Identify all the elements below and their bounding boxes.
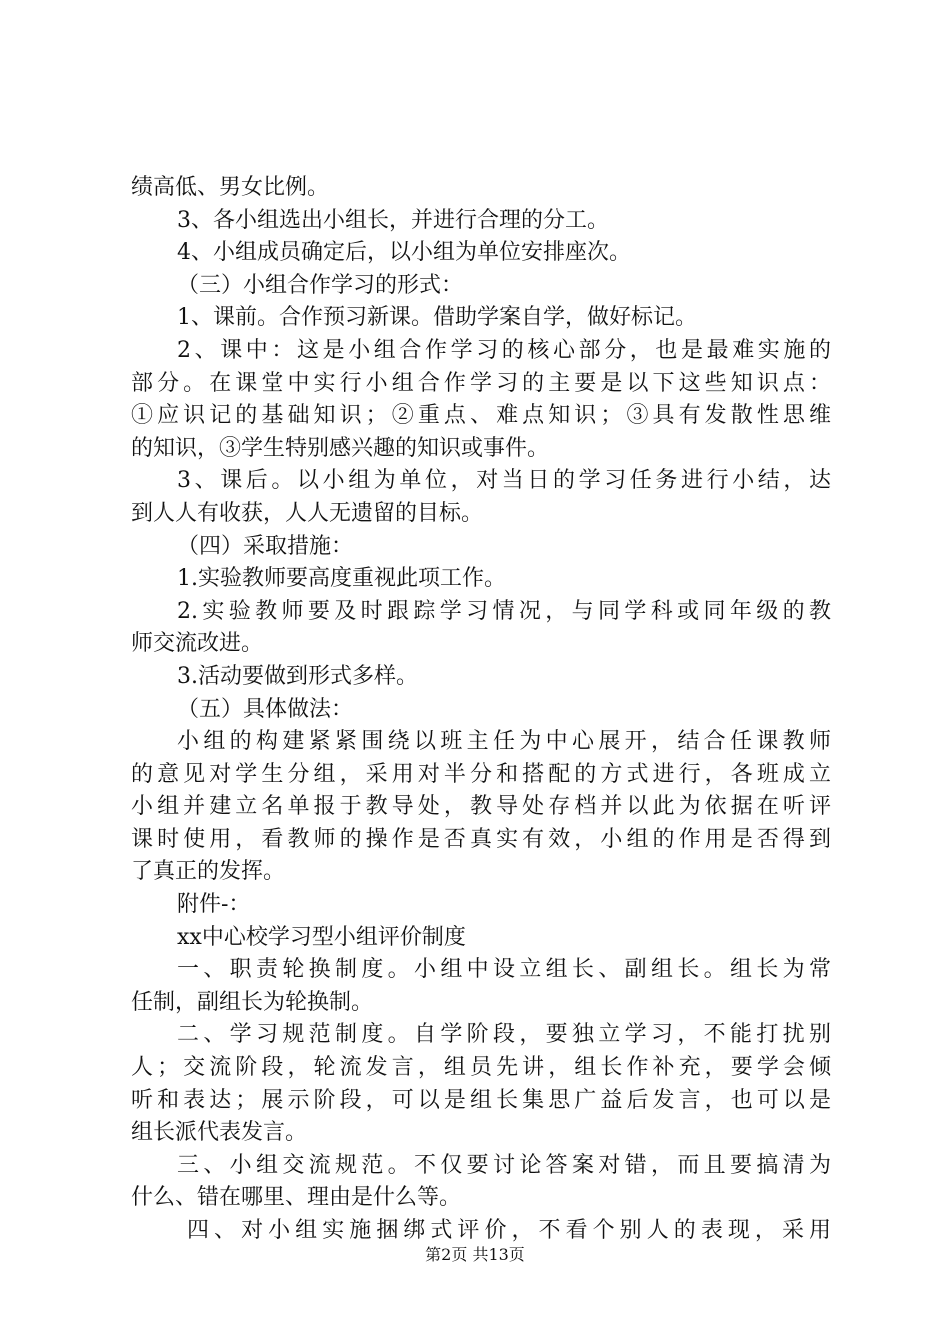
text-line: 到人人有收获，人人无遗留的目标。 xyxy=(131,500,484,526)
text-line: 任制，副组长为轮换制。 xyxy=(131,989,374,1015)
text-line: 小组的构建紧紧围绕以班主任为中心展开，结合任课教师 xyxy=(177,729,831,755)
text-line: 二、学习规范制度。自学阶段，要独立学习，不能打扰别 xyxy=(177,1022,831,1048)
text-line: 3、各小组选出小组长，并进行合理的分工。 xyxy=(177,207,609,233)
text-line: 三、小组交流规范。不仅要讨论答案对错，而且要搞清为 xyxy=(177,1152,831,1178)
text-line: 一、职责轮换制度。小组中设立组长、副组长。组长为常 xyxy=(177,957,831,983)
text-line: 部分。在课堂中实行小组合作学习的主要是以下这些知识点： xyxy=(131,370,831,396)
text-line: 了真正的发挥。 xyxy=(131,859,286,885)
text-line: 2、课中：这是小组合作学习的核心部分，也是最难实施的 xyxy=(177,337,831,363)
text-line: 附件-： xyxy=(177,892,251,918)
text-line: 师交流改进。 xyxy=(131,631,264,657)
text-line: 2.实验教师要及时跟踪学习情况，与同学科或同年级的教 xyxy=(177,598,831,624)
text-line: 组长派代表发言。 xyxy=(131,1120,308,1146)
text-line: 什么、错在哪里、理由是什么等。 xyxy=(131,1185,462,1211)
text-line: 课时使用，看教师的操作是否真实有效，小组的作用是否得到 xyxy=(131,826,831,852)
text-line: ①应识记的基础知识；②重点、难点知识；③具有发散性思维 xyxy=(131,403,831,429)
text-line: 四、对小组实施捆绑式评价，不看个别人的表现，采用 xyxy=(187,1218,831,1243)
text-line: 4、小组成员确定后，以小组为单位安排座次。 xyxy=(177,240,631,266)
section-heading: （三）小组合作学习的形式： xyxy=(177,272,464,298)
page-footer: 第2页 共13页 xyxy=(425,1245,525,1264)
section-heading: （四）采取措施： xyxy=(177,533,354,559)
document-body xyxy=(131,172,831,1248)
text-line: 人；交流阶段，轮流发言，组员先讲，组长作补充，要学会倾 xyxy=(131,1055,831,1081)
text-line: 1、课前。合作预习新课。借助学案自学，做好标记。 xyxy=(177,305,697,331)
text-line: 绩高低、男女比例。 xyxy=(131,175,330,200)
text-line: 3、课后。以小组为单位，对当日的学习任务进行小结，达 xyxy=(177,468,831,494)
text-line: 的意见对学生分组，采用对半分和搭配的方式进行，各班成立 xyxy=(131,761,831,787)
text-line: 的知识，③学生特别感兴趣的知识或事件。 xyxy=(131,435,550,461)
text-line: 1.实验教师要高度重视此项工作。 xyxy=(177,566,506,592)
section-heading: xx中心校学习型小组评价制度 xyxy=(177,924,466,950)
text-line: 小组并建立名单报于教导处，教导处存档并以此为依据在听评 xyxy=(131,794,831,820)
section-heading: （五）具体做法： xyxy=(177,696,354,722)
text-line: 3.活动要做到形式多样。 xyxy=(177,663,418,689)
text-line: 听和表达；展示阶段，可以是组长集思广益后发言，也可以是 xyxy=(131,1087,831,1113)
